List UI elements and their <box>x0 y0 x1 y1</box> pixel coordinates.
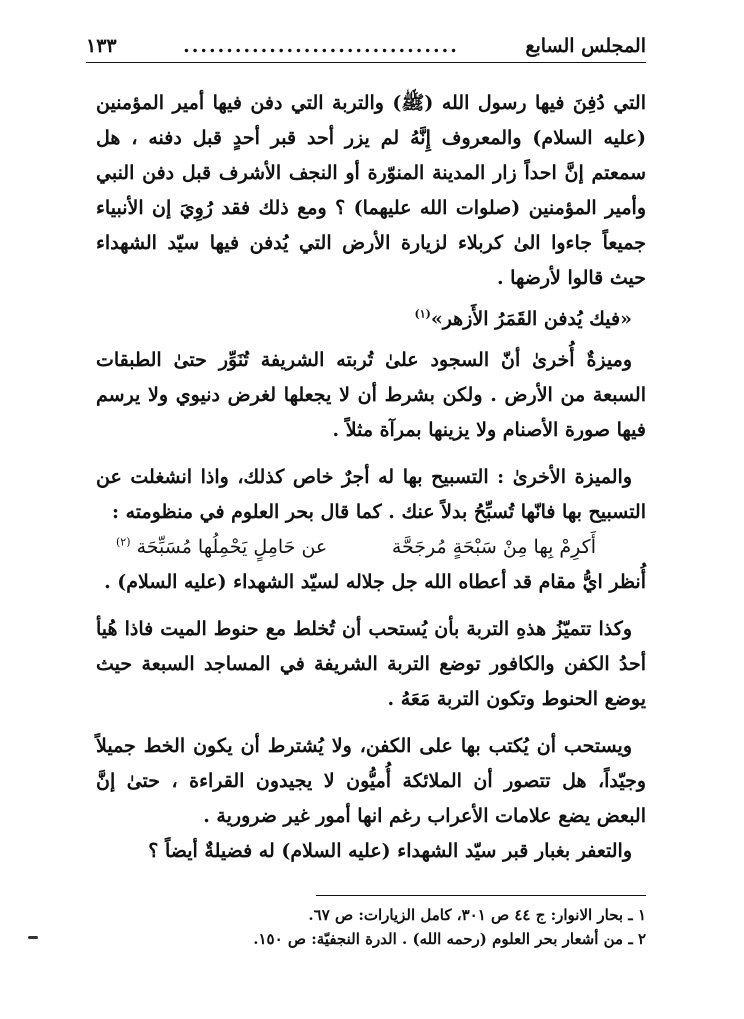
running-header <box>86 30 646 63</box>
paragraph-2: وميزةٌ أُخرىٰ أنّ السجود علىٰ تُربته الشريفة تُنَوِّر حتىٰ الطبقات السبعة من الأرض . ولكن بشرط أن لا يجعلها لغرض دنيوي ولا يرسم فيها صورة الأصنام ولا يزينها بمرآة مثلاً . <box>96 349 646 441</box>
paragraph-3: والميزة الأخرىٰ : التسبيح بها له أجرٌ خاص كذلك، واذا انشغلت عن التسبيح بها فانّها تُسبِّحُ بدلاً عنك . كما قال بحر العلوم في منظومته : <box>96 466 646 523</box>
quote-text: «فيك يُدفن القَمَرُ الأَزهر» <box>430 308 632 330</box>
paragraph-4: أُنظر ايُّ مقام قد أعطاه الله جل جلاله لسيّد الشهداء (عليه السلام) . <box>104 571 646 593</box>
paragraph-5: وكذا تتميّزُ هذهِ التربة بأن يُستحب أن تُخلط مع حنوط الميت فاذا هُيأ أحدُ الكفن والكافور توضع التربة الشريفة في المساجد السبعة حيث يوضع الحنوط وتكون التربة مَعَهُ . <box>96 618 646 710</box>
main-text <box>96 86 646 869</box>
scan-edge-mark <box>28 936 38 939</box>
paragraph-7: والتعفر بغبار قبر سيّد الشهداء (عليه السلام) له فضيلةٌ أيضاً ؟ <box>148 840 632 862</box>
paragraph-6: ويستحب أن يُكتب بها على الكفن، ولا يُشترط أن يكون الخط جميلاً وجيّداً، هل تتصور أن الملائكة أُميُّون لا يجيدون القراءة ، حتىٰ إنَّ البعض يضع علامات الأعراب رغم انها أمور غير ضرورية . <box>96 735 646 827</box>
footnote-2: ٢ ـ من أشعار بحر العلوم (رحمه الله) . الدرة النجفيّة: ص ١٥٠. <box>253 930 646 948</box>
leader-dots: ................................ <box>183 35 459 57</box>
verse-second-hemistich: عن حَامِلٍ يَحْمِلُها مُسَبِّحَة <box>136 536 328 558</box>
verse-first-hemistich: أَكرِمْ بِها مِنْ سَبْحَةٍ مُرجَحَّة <box>391 536 596 558</box>
verse-second-hemistich-wrap <box>116 530 327 565</box>
quote-line <box>96 302 646 337</box>
footnote-ref-2: (٢) <box>116 535 131 549</box>
footnote-1: ١ ـ بحار الانوار: ج ٤٤ ص ٣٠١، كامل الزيارات: ص ٦٧. <box>308 906 646 924</box>
poem-verse <box>96 530 646 565</box>
footnotes <box>200 903 646 951</box>
footnote-separator <box>316 895 646 896</box>
footnote-ref-1: (١) <box>414 307 431 321</box>
paragraph-1: التي دُفِنَ فيها رسول الله (ﷺ) والتربة التي دفن فيها أمير المؤمنين (عليه السلام) والمعروف إِنَّهُ لم يزر أحد قبر أحدٍ قبل دفنه ، هل سمعتم إنَّ احداً زار المدينة المنوّرة أو النجف الأشرف قبل دفن النبي وأمير المؤمنين (صلوات الله عليهما) ؟ ومع ذلك فقد رُوِيَ إن الأنبياء جميعاً جاءوا الىٰ كربلاء لزيارة الأرض التي يُدفن فيها سيّد الشهداء حيث قالوا لأرضها . <box>96 92 646 289</box>
page-number: ١٣٣ <box>86 35 117 57</box>
chapter-title: المجلس السابع <box>525 35 646 57</box>
